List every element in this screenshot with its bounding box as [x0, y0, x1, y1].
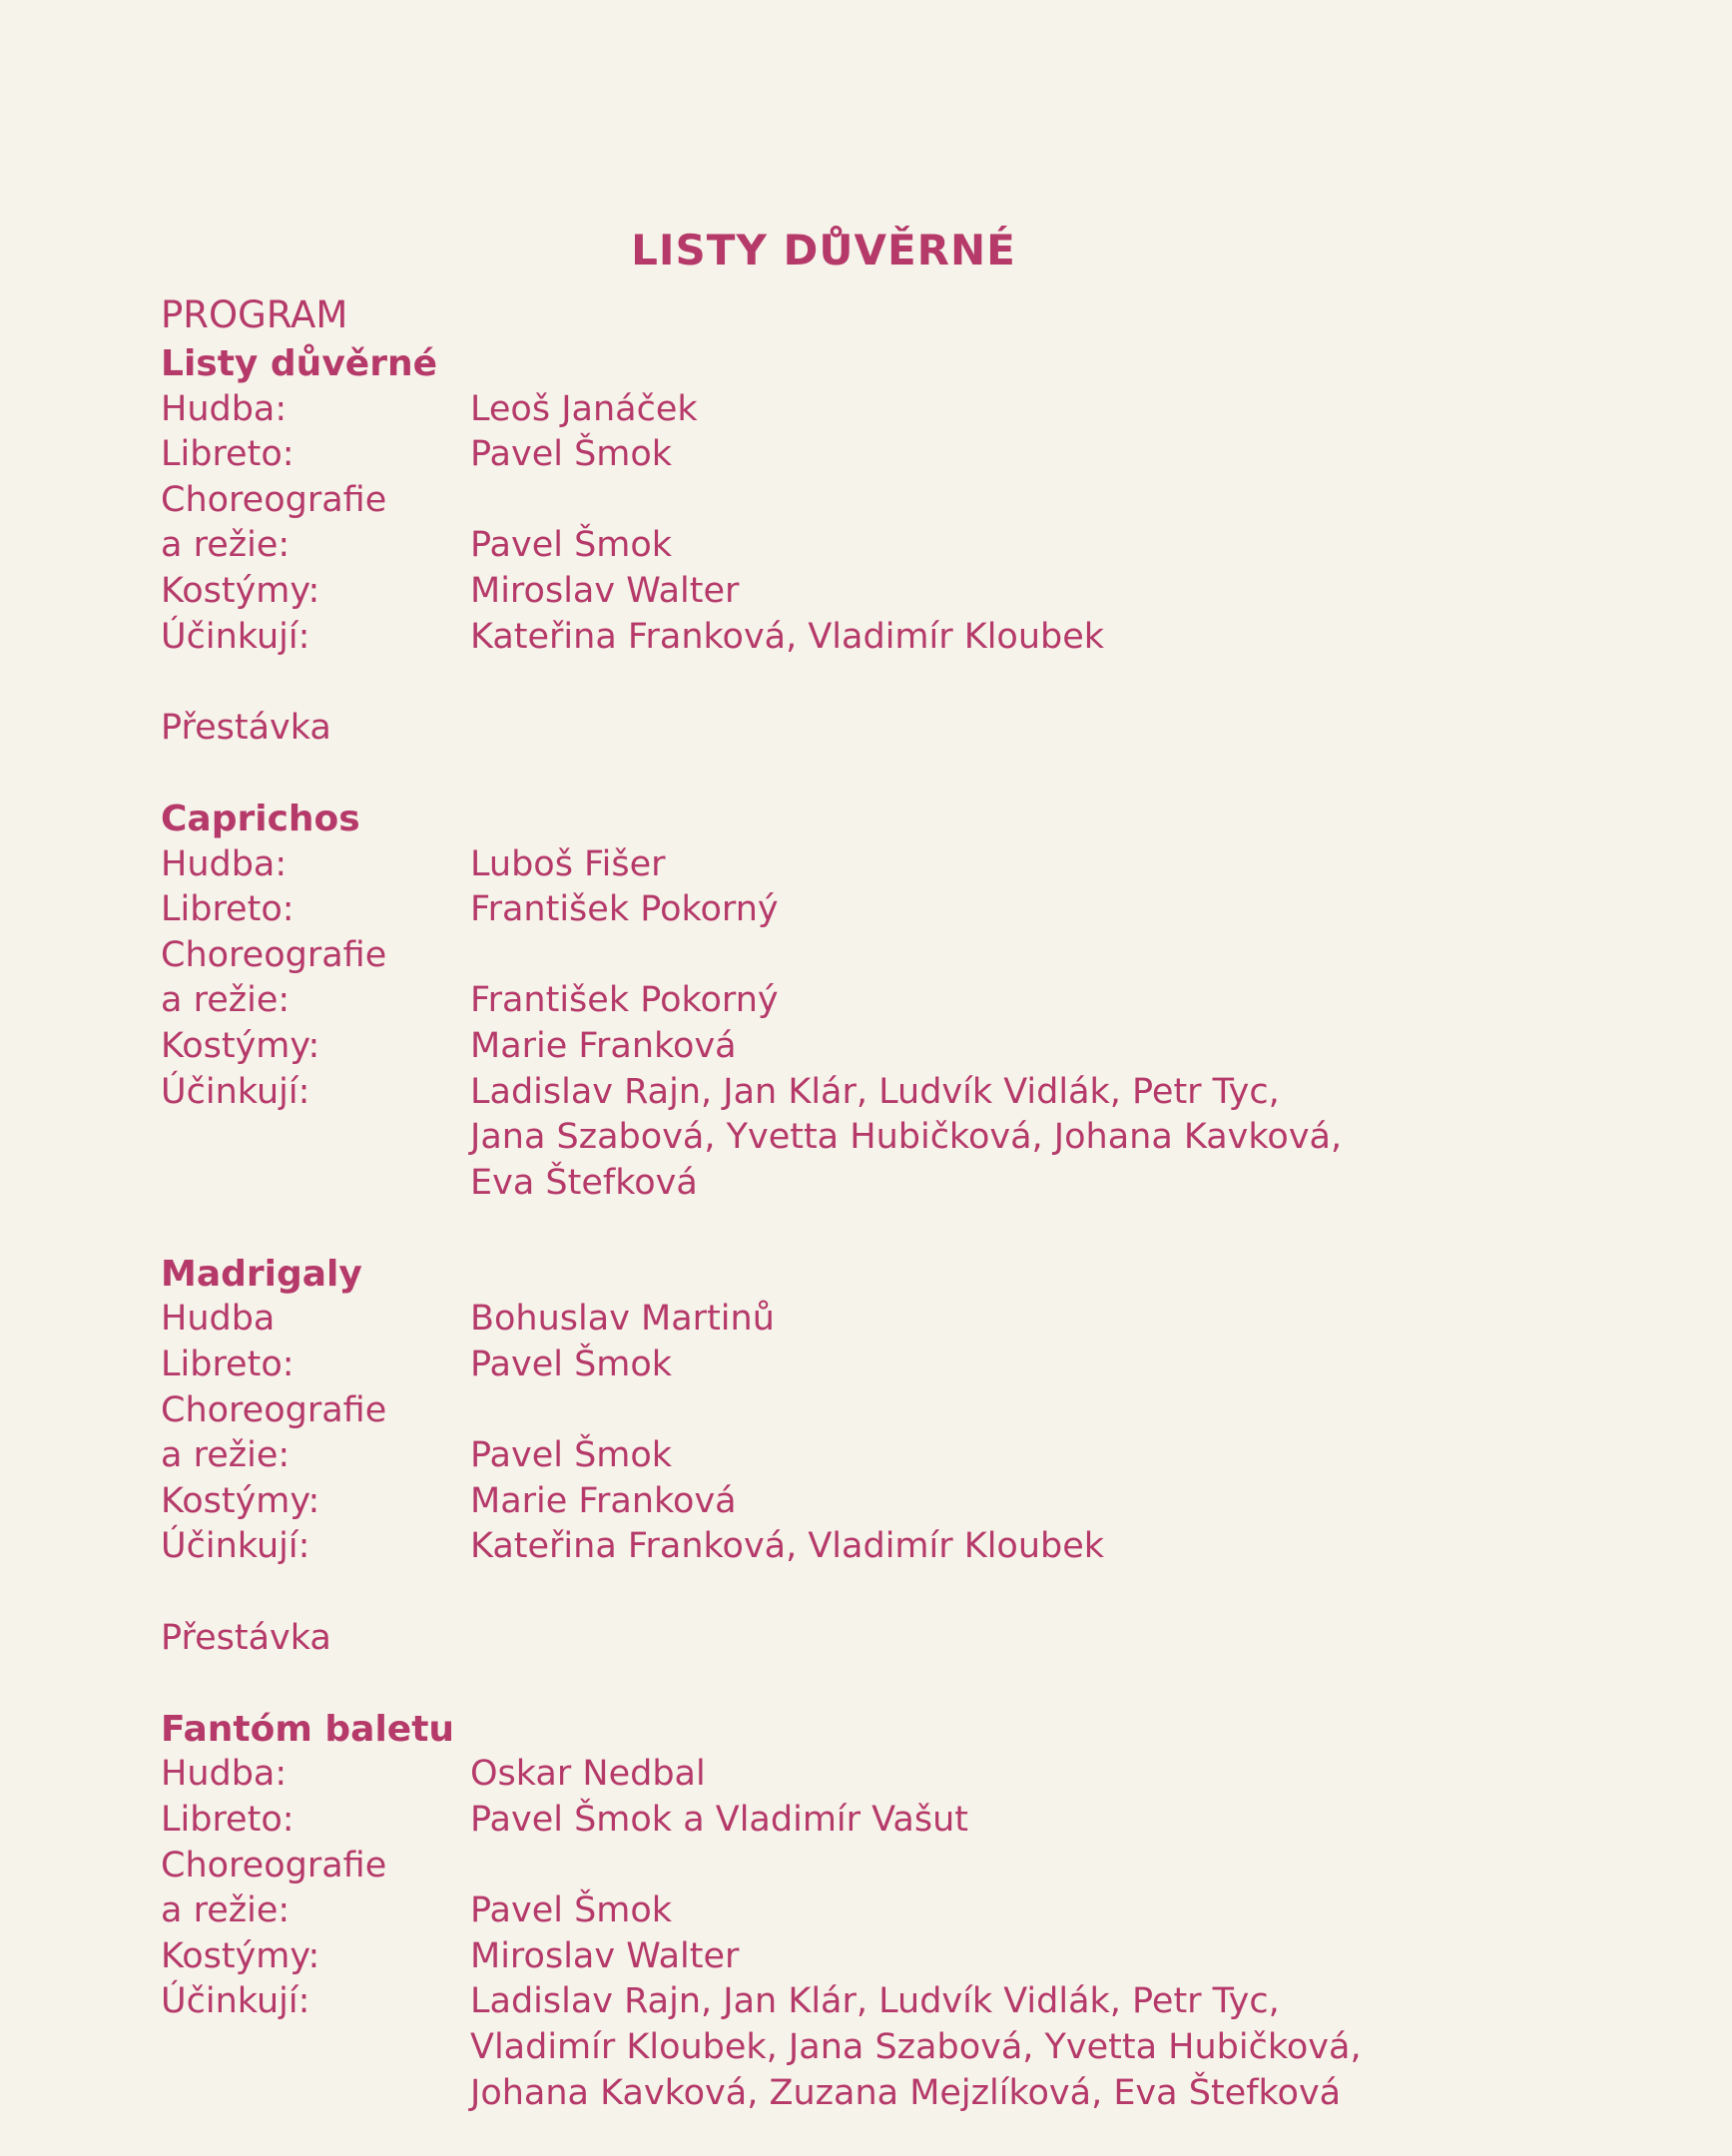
credit-value: Pavel Šmok	[470, 1890, 673, 1931]
credit-value: Pavel Šmok	[470, 1345, 673, 1385]
credit-label: Libreto:	[161, 889, 294, 930]
credit-row	[161, 1297, 1678, 1343]
page-title: LISTY DŮVĚRNÉ	[631, 226, 1016, 274]
credit-value	[470, 1388, 1678, 1434]
section-title: Fantóm baletu	[161, 1708, 455, 1750]
intermission-label: Přestávka	[161, 707, 331, 748]
credit-label	[161, 1161, 470, 1207]
credit-label: Choreografie	[161, 479, 387, 520]
credit-value: Marie Franková	[470, 1025, 737, 1066]
credit-row	[161, 1798, 1678, 1844]
credit-label: Účinkují:	[161, 616, 310, 657]
credit-label: a režie:	[161, 1890, 290, 1931]
credit-row	[161, 1524, 1678, 1570]
credit-label: Kostýmy:	[161, 1935, 320, 1976]
credit-row	[161, 978, 1678, 1024]
credit-label	[161, 2071, 470, 2117]
credit-row	[161, 432, 1678, 478]
credit-row	[161, 887, 1678, 933]
credit-row	[161, 1433, 1678, 1479]
credit-row	[161, 1070, 1678, 1116]
credit-row	[161, 2071, 1678, 2117]
credit-row	[161, 1979, 1678, 2025]
credit-label	[161, 1115, 470, 1161]
credit-value: Jana Szabová, Yvetta Hubičková, Johana Kavková,	[470, 1117, 1343, 1158]
credit-value: Miroslav Walter	[470, 570, 740, 611]
credit-value: František Pokorný	[470, 980, 779, 1021]
credit-row	[161, 842, 1678, 888]
credit-value: Oskar Nedbal	[470, 1754, 706, 1795]
credit-value	[470, 933, 1678, 979]
credit-value: Kateřina Franková, Vladimír Kloubek	[470, 1526, 1105, 1567]
credit-row	[161, 1479, 1678, 1525]
credit-label: Kostýmy:	[161, 1025, 320, 1066]
credit-value: Miroslav Walter	[470, 1935, 740, 1976]
credit-value: Bohuslav Martinů	[470, 1299, 775, 1340]
credit-value: Ladislav Rajn, Jan Klár, Ludvík Vidlák, Petr Tyc,	[470, 1981, 1280, 2022]
credit-label: a režie:	[161, 525, 290, 566]
credit-value: František Pokorný	[470, 889, 779, 930]
credit-row	[161, 478, 1678, 524]
credit-label: Hudba:	[161, 843, 288, 884]
credit-row	[161, 1752, 1678, 1798]
credit-label: Hudba	[161, 1299, 276, 1340]
credit-value: Leoš Janáček	[470, 388, 698, 429]
section-title: Madrigaly	[161, 1253, 362, 1295]
credit-value: Ladislav Rajn, Jan Klár, Ludvík Vidlák, Petr Tyc,	[470, 1071, 1280, 1112]
section-madrigaly	[161, 1252, 1678, 1570]
credit-row	[161, 1888, 1678, 1934]
section-title: Caprichos	[161, 798, 360, 839]
credit-value: Pavel Šmok	[470, 434, 673, 475]
credit-row	[161, 615, 1678, 661]
credit-row	[161, 933, 1678, 979]
section-fantom-baletu	[161, 1707, 1678, 2116]
credit-row	[161, 1343, 1678, 1388]
credit-row	[161, 387, 1678, 433]
credit-value	[470, 1844, 1678, 1889]
credit-row	[161, 1934, 1678, 1980]
credit-row	[161, 523, 1678, 569]
credit-label: Libreto:	[161, 1800, 294, 1840]
section-title: Listy důvěrné	[161, 343, 437, 384]
program-label: PROGRAM	[161, 293, 348, 336]
credit-label: Hudba:	[161, 1754, 288, 1795]
credit-label: Choreografie	[161, 934, 387, 975]
credit-value	[470, 478, 1678, 524]
credit-label: Choreografie	[161, 1845, 387, 1886]
credit-value: Luboš Fišer	[470, 843, 666, 884]
spacer	[161, 1206, 1678, 1252]
credit-value: Johana Kavková, Zuzana Mejzlíková, Eva Štefková	[470, 2072, 1342, 2113]
program-body	[161, 341, 1678, 2116]
credit-label: Účinkují:	[161, 1526, 310, 1567]
credit-value: Vladimír Kloubek, Jana Szabová, Yvetta Hubičková,	[470, 2026, 1362, 2067]
credit-label: Libreto:	[161, 434, 294, 475]
credit-value: Pavel Šmok	[470, 1435, 673, 1476]
credit-label: Choreografie	[161, 1389, 387, 1430]
credit-label: Účinkují:	[161, 1071, 310, 1112]
credit-row	[161, 1388, 1678, 1434]
credit-row	[161, 2025, 1678, 2071]
credit-label: a režie:	[161, 1435, 290, 1476]
credit-label: Kostýmy:	[161, 1480, 320, 1521]
credit-label: a režie:	[161, 980, 290, 1021]
credit-value: Marie Franková	[470, 1480, 737, 1521]
credit-row	[161, 1844, 1678, 1889]
credit-label: Libreto:	[161, 1345, 294, 1385]
credit-value: Kateřina Franková, Vladimír Kloubek	[470, 616, 1105, 657]
credit-label: Účinkují:	[161, 1981, 310, 2022]
credit-label: Hudba:	[161, 388, 288, 429]
credit-value: Eva Štefková	[470, 1162, 698, 1203]
section-caprichos	[161, 797, 1678, 1206]
credit-row	[161, 1115, 1678, 1161]
intermission-label: Přestávka	[161, 1617, 331, 1658]
credit-row	[161, 569, 1678, 615]
credit-label	[161, 2025, 470, 2071]
credit-label: Kostýmy:	[161, 570, 320, 611]
credit-value: Pavel Šmok a Vladimír Vašut	[470, 1800, 968, 1840]
section-listy-duverne	[161, 341, 1678, 660]
credit-row	[161, 1024, 1678, 1070]
credit-row	[161, 1161, 1678, 1207]
credit-value: Pavel Šmok	[470, 525, 673, 566]
